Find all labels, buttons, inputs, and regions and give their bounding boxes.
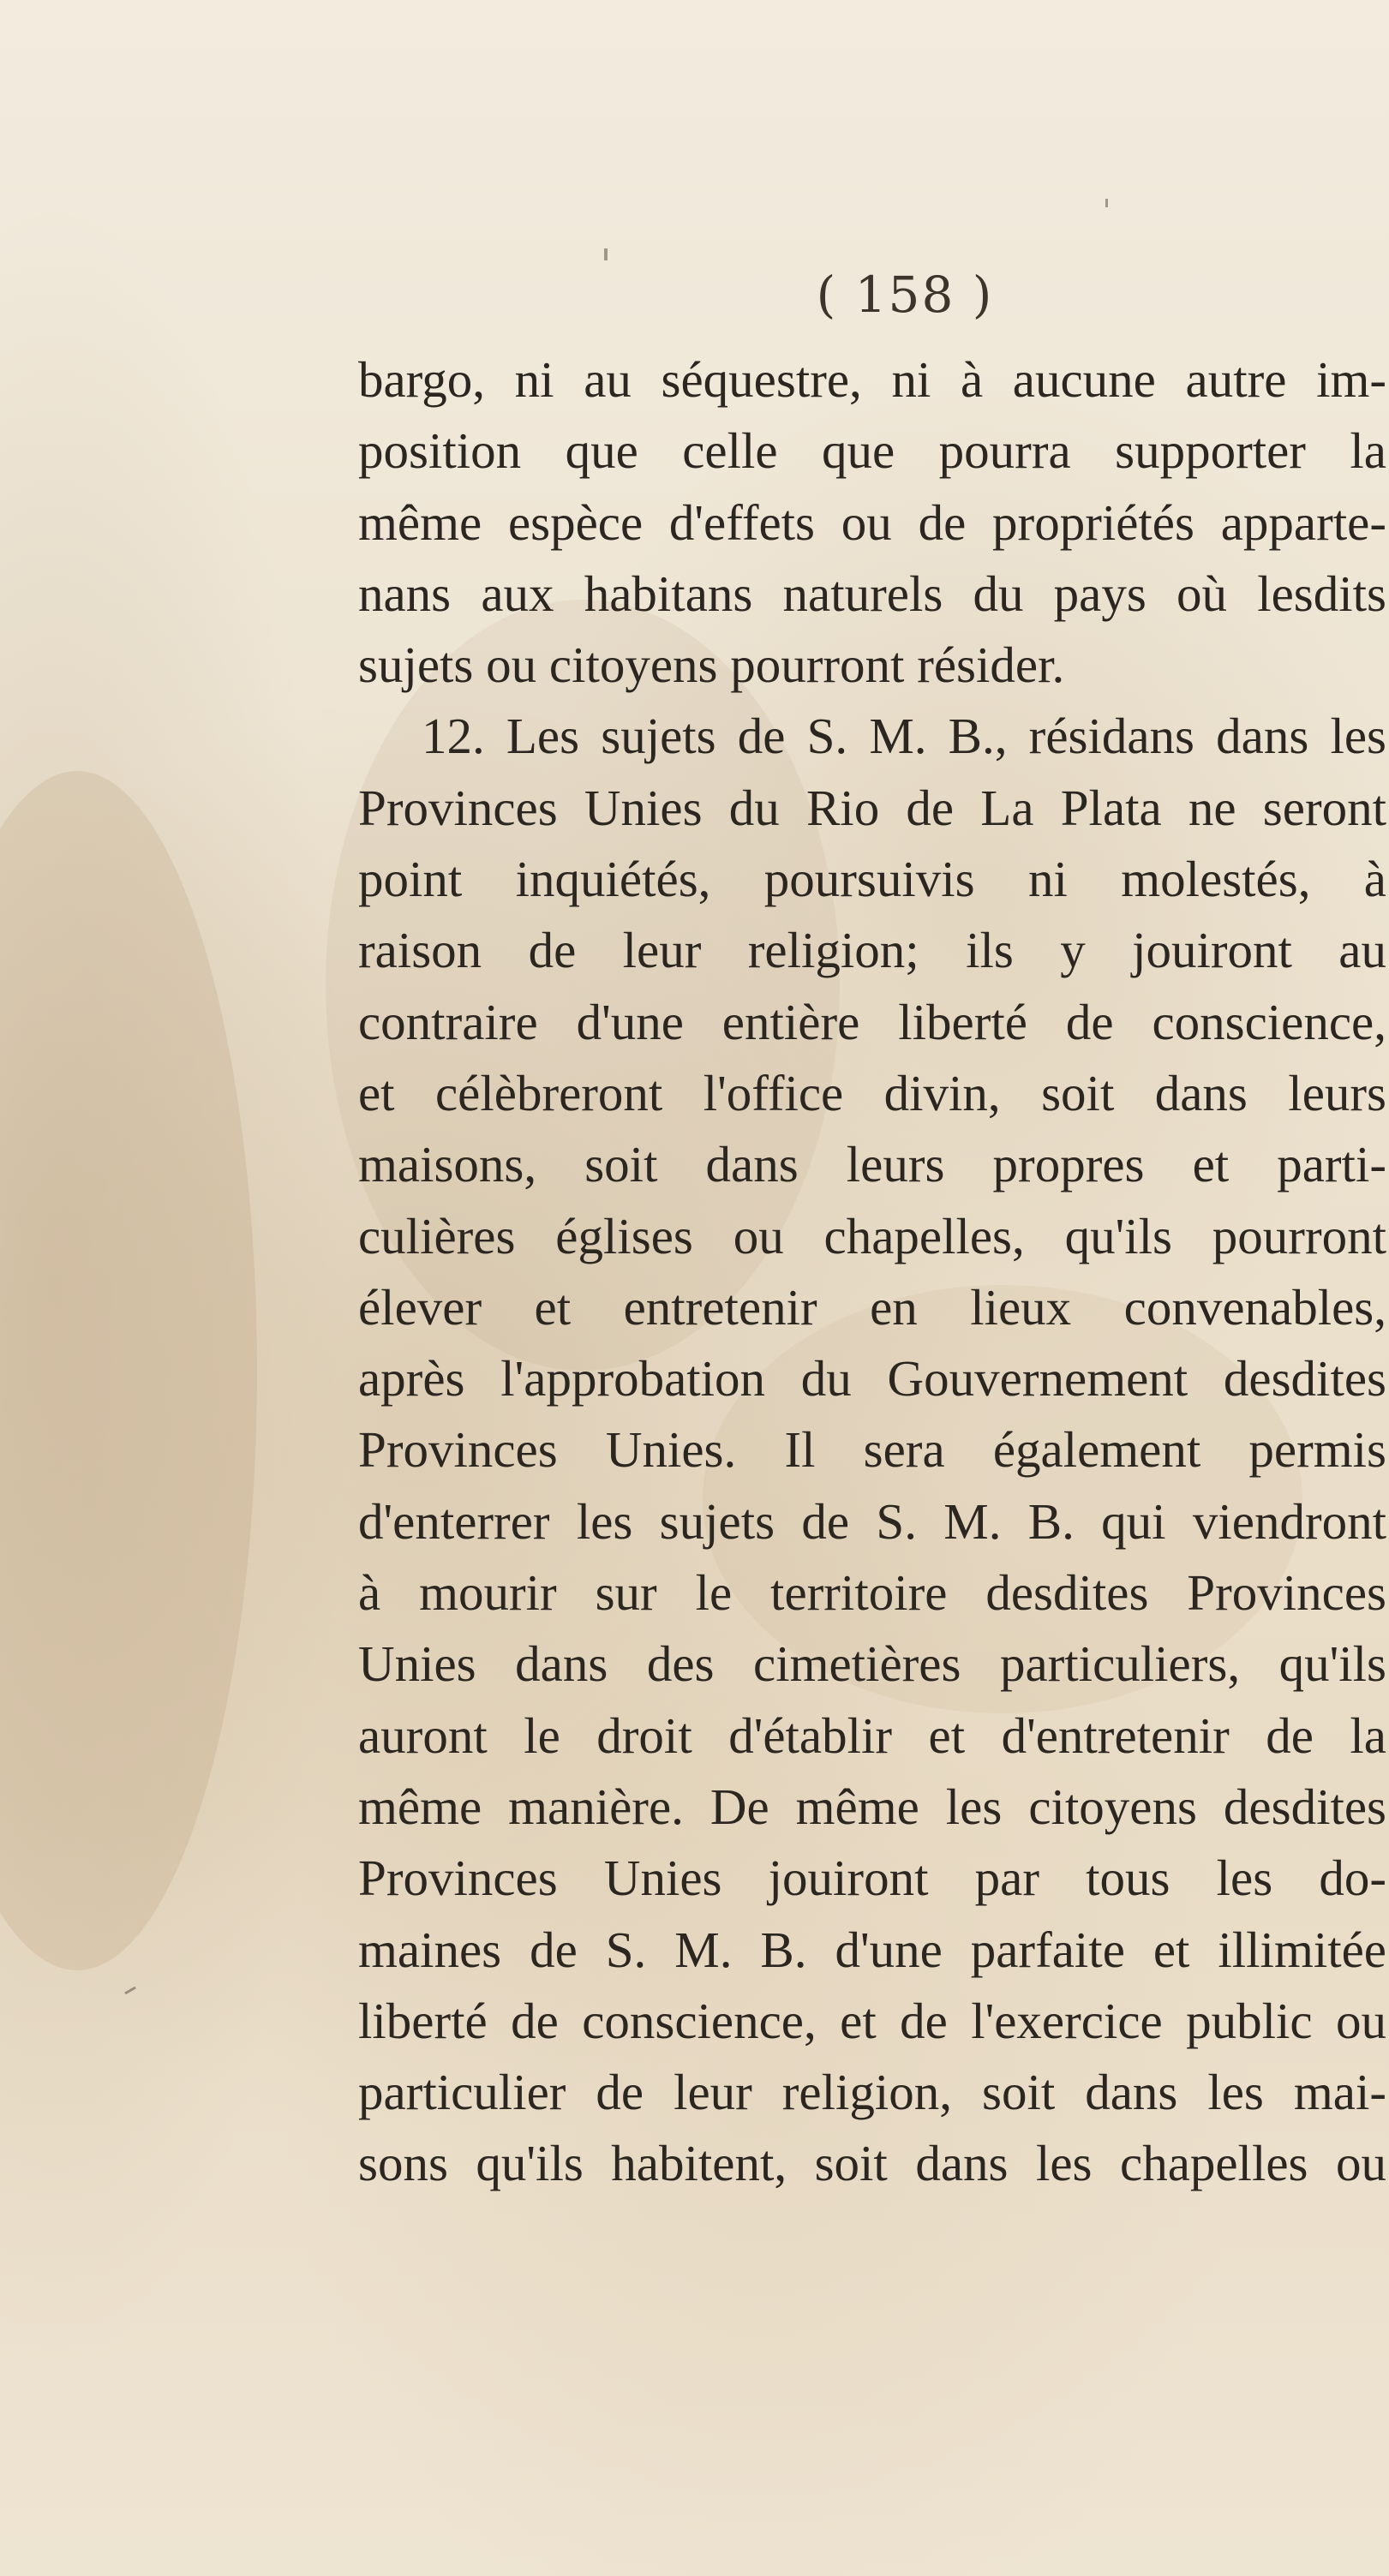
text-line: raison de leur religion; ils y jouiront au — [358, 922, 1386, 979]
text-line: maisons, soit dans leurs propres et parti- — [358, 1136, 1386, 1193]
text-line: culières églises ou chapelles, qu'ils pourront — [358, 1207, 1386, 1264]
text-line: maines de S. M. B. d'une parfaite et illimitée — [358, 1921, 1386, 1978]
text-line: sons qu'ils habitent, soit dans les chapelles ou — [358, 2135, 1386, 2192]
text-line: point inquiétés, poursuivis ni molestés, à — [358, 851, 1386, 908]
text-line: après l'approbation du Gouvernement desdites — [358, 1350, 1386, 1408]
text-line: Provinces Unies. Il sera également permis — [358, 1421, 1386, 1479]
text-line: position que celle que pourra supporter la — [358, 422, 1386, 480]
body-text — [358, 344, 1386, 2200]
text-line: même manière. De même les citoyens desdites — [358, 1778, 1386, 1835]
text-line: 12. Les sujets de S. M. B., résidans dans les — [422, 708, 1386, 765]
page-number: ( 158 ) — [816, 266, 994, 324]
text-line: nans aux habitans naturels du pays où lesdits — [358, 565, 1386, 622]
text-line: bargo, ni au séquestre, ni à aucune autre im- — [358, 351, 1386, 408]
text-line: même espèce d'effets ou de propriétés apparte- — [358, 493, 1386, 551]
text-line: auront le droit d'établir et d'entretenir de la — [358, 1706, 1386, 1764]
paper-stain — [0, 771, 257, 1970]
text-line: contraire d'une entière liberté de conscience, — [358, 993, 1386, 1050]
text-line: Provinces Unies du Rio de La Plata ne seront — [358, 779, 1386, 836]
text-line: Provinces Unies jouiront par tous les do- — [358, 1850, 1386, 1907]
ink-speck — [124, 1987, 136, 1995]
text-line: élever et entretenir en lieux convenables, — [358, 1278, 1386, 1336]
text-line: Unies dans des cimetières particuliers, qu'ils — [358, 1635, 1386, 1693]
text-line: sujets ou citoyens pourront résider. — [358, 637, 1065, 694]
ink-speck — [604, 248, 608, 260]
text-line: à mourir sur le territoire desdites Provinces — [358, 1564, 1386, 1622]
ink-speck — [1105, 199, 1108, 207]
text-line: particulier de leur religion, soit dans les mai- — [358, 2064, 1386, 2121]
text-line: liberté de conscience, et de l'exercice public ou — [358, 1992, 1386, 2049]
text-line: d'enterrer les sujets de S. M. B. qui viendront — [358, 1492, 1386, 1550]
text-line: et célèbreront l'office divin, soit dans leurs — [358, 1064, 1386, 1121]
